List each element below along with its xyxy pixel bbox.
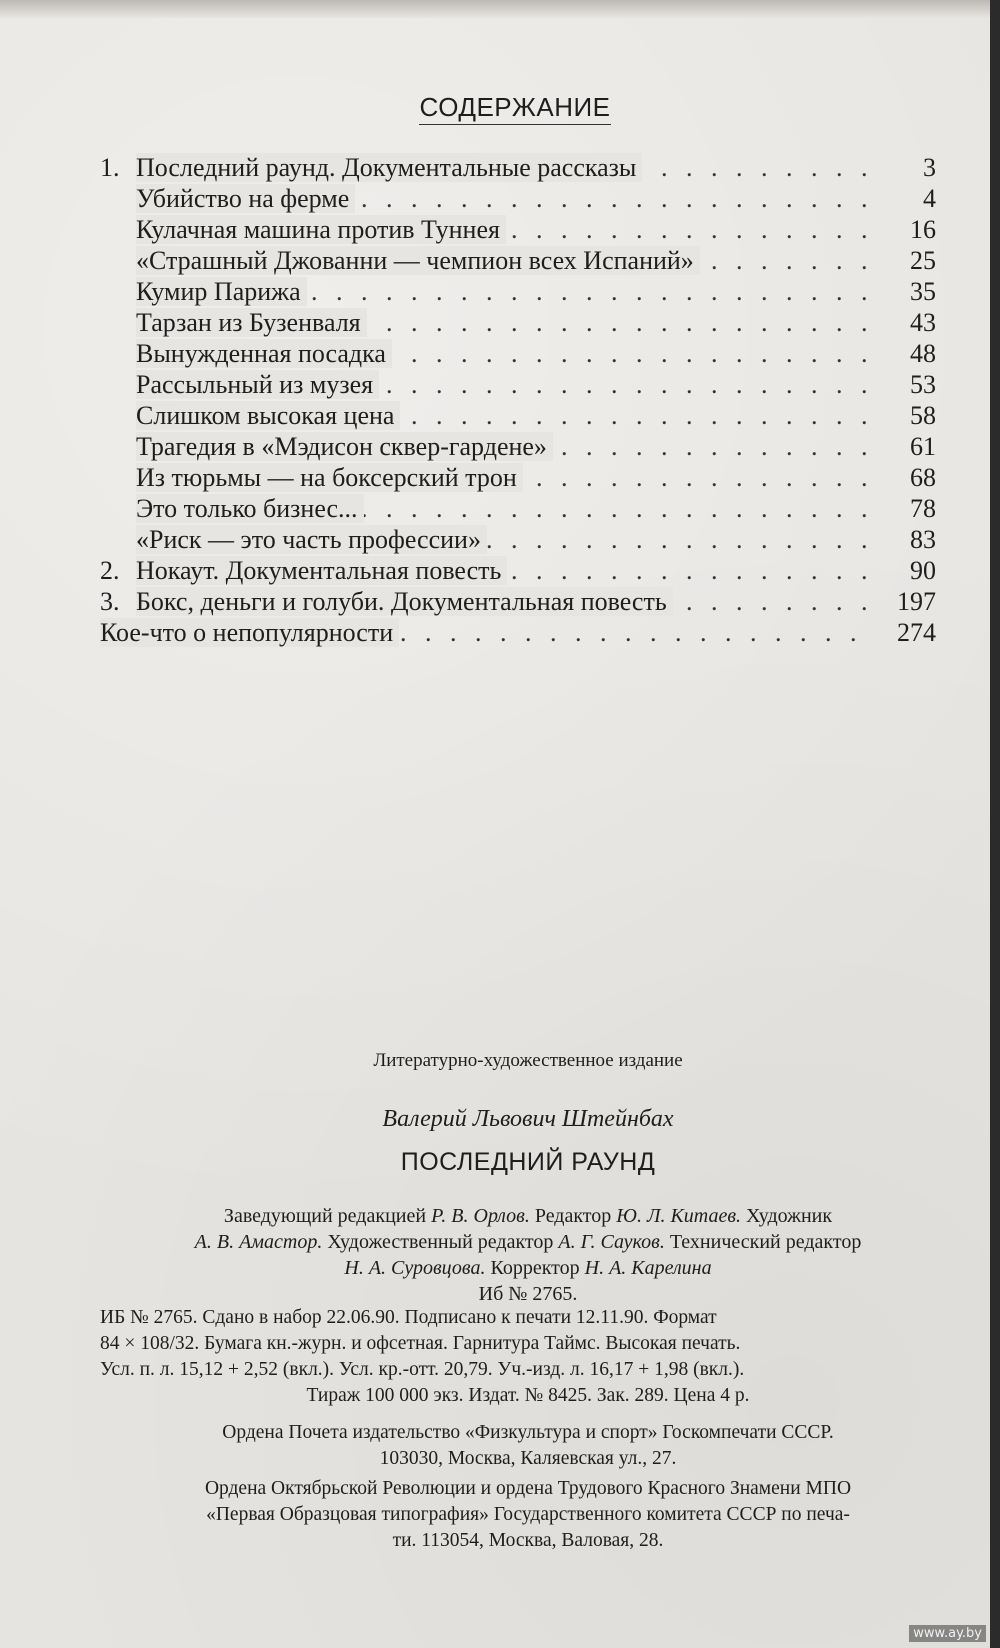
toc-entry-title [136,307,876,338]
toc-entry [100,276,936,307]
toc-entry-label: «Риск — это часть профессии» [136,525,487,554]
toc-entry-label: Из тюрьмы — на боксерский трон [136,463,523,492]
printer-line: ти. 113054, Москва, Валовая, 28. [392,1530,664,1551]
toc-entry-page: 4 [923,184,936,213]
toc-entry [100,307,936,338]
toc-entry-title [136,214,876,245]
toc-entry-page: 3 [923,153,936,182]
toc-entry-title [136,524,876,555]
person-artist: А. В. Амастор. [194,1231,323,1253]
toc-entry-number: 3. [100,587,120,616]
toc-entry-label: Бокс, деньги и голуби. Документальная повесть [136,587,673,616]
table-of-contents [100,152,936,648]
publisher-line: 103030, Москва, Каляевская ул., 27. [379,1448,677,1469]
edition-genre: Литературно-художественное издание [373,1050,683,1071]
person-editor: Ю. Л. Китаев. [616,1205,742,1227]
toc-entry-page: 16 [910,215,936,244]
toc-entry-label: Нокаут. Документальная повесть [136,556,507,585]
editorial-credits [100,1203,956,1307]
imprint-line: Усл. п. л. 15,12 + 2,52 (вкл.). Усл. кр.-отт. 20,79. Уч.-изд. л. 16,17 + 1,98 (вкл.). [100,1359,745,1380]
person-tech-editor: Н. А. Суровцова. [344,1257,486,1279]
toc-entry-title [136,431,876,462]
toc-entry [100,183,936,214]
toc-entry [100,617,936,648]
toc-entry-title [136,152,876,183]
toc-entry-title [136,586,876,617]
printer-info [100,1476,956,1554]
imprint-line: Тираж 100 000 экз. Издат. № 8425. Зак. 289. Цена 4 р. [306,1385,750,1406]
page-top-edge [0,0,990,18]
book-title: ПОСЛЕДНИЙ РАУНД [400,1148,656,1176]
toc-entry-page: 43 [910,308,936,337]
toc-entry-title [136,555,876,586]
toc-entry [100,400,936,431]
author-name: Валерий Львович Штейнбах [382,1106,674,1132]
credits-line-3 [100,1255,956,1281]
toc-entry-title [136,462,876,493]
toc-entry-page: 53 [910,370,936,399]
person-proofreader: Н. А. Карелина [584,1257,712,1279]
role-artist: Художник [746,1205,833,1227]
toc-entry [100,524,936,555]
toc-entry-title [136,183,876,214]
person-head-editor: Р. В. Орлов. [431,1205,530,1227]
toc-entry-label: Последний раунд. Документальные рассказы [136,153,642,182]
toc-entry-page: 90 [910,556,936,585]
role-editor: Редактор [534,1205,612,1227]
person-art-editor: А. Г. Сауков. [558,1231,665,1253]
toc-entry [100,338,936,369]
toc-entry-page: 48 [910,339,936,368]
toc-entry [100,555,936,586]
printer-line: «Первая Образцовая типография» Государственного комитета СССР по печа- [206,1504,850,1525]
toc-entry-label: Рассыльный из музея [136,370,379,399]
role-proofreader: Корректор [490,1257,580,1279]
toc-entry-number: 1. [100,153,120,182]
toc-entry-label: Кулачная машина против Туннея [136,215,506,244]
toc-entry-label: Слишком высокая цена [136,401,400,430]
imprint-line: ИБ № 2765. Сдано в набор 22.06.90. Подписано к печати 12.11.90. Формат [100,1307,717,1328]
toc-entry-label: Кое-что о непопулярности [100,618,399,647]
printer-line: Ордена Октябрьской Революции и ордена Трудового Красного Знамени МПО [204,1478,852,1499]
toc-entry-title [136,338,876,369]
toc-entry-title [136,245,876,276]
toc-entry-title [136,276,876,307]
printing-imprint [100,1305,956,1409]
toc-entry-page: 78 [910,494,936,523]
toc-entry-page: 35 [910,277,936,306]
toc-entry [100,586,936,617]
site-watermark: www.ay.by [909,1625,986,1642]
toc-entry-label: Тарзан из Бузенваля [136,308,367,337]
role-head-editor: Заведующий редакцией [223,1205,427,1227]
toc-entry-title [136,400,876,431]
page-right-edge [990,0,1000,1648]
toc-entry-label: Убийство на ферме [136,184,355,213]
toc-entry-page: 25 [910,246,936,275]
toc-entry-label: Трагедия в «Мэдисон сквер-гардене» [136,432,553,461]
toc-entry [100,245,936,276]
toc-entry [100,493,936,524]
toc-entry-label: «Страшный Джованни — чемпион всех Испаний» [136,246,700,275]
toc-entry [100,214,936,245]
toc-entry-page: 83 [910,525,936,554]
publisher-info [100,1420,956,1472]
toc-entry [100,462,936,493]
toc-entry-page: 58 [910,401,936,430]
toc-entry-page: 61 [910,432,936,461]
toc-entry-page: 197 [897,587,936,616]
toc-entry-page: 68 [910,463,936,492]
toc-entry [100,431,936,462]
publisher-line: Ордена Почета издательство «Физкультура и спорт» Госкомпечати СССР. [222,1422,834,1443]
toc-entry-title [100,617,876,648]
toc-entry-page: 274 [897,618,936,647]
toc-entry-title [136,369,876,400]
role-tech-editor: Технический редактор [669,1231,862,1253]
credits-line-1 [100,1203,956,1229]
toc-heading-text: СОДЕРЖАНИЕ [419,92,610,125]
toc-entry-number: 2. [100,556,120,585]
toc-entry-label: Кумир Парижа [136,277,307,306]
toc-entry-title [136,493,876,524]
credits-line-2 [100,1229,956,1255]
toc-heading [0,92,1000,123]
role-art-editor: Художественный редактор [327,1231,554,1253]
toc-entry [100,152,936,183]
toc-entry-label: Вынужденная посадка [136,339,392,368]
toc-entry [100,369,936,400]
toc-entry-label: Это только бизнес... [136,494,364,523]
imprint-line: 84 × 108/32. Бумага кн.-журн. и офсетная. Гарнитура Таймс. Высокая печать. [100,1333,741,1354]
credits-ib: Иб № 2765. [478,1283,578,1305]
